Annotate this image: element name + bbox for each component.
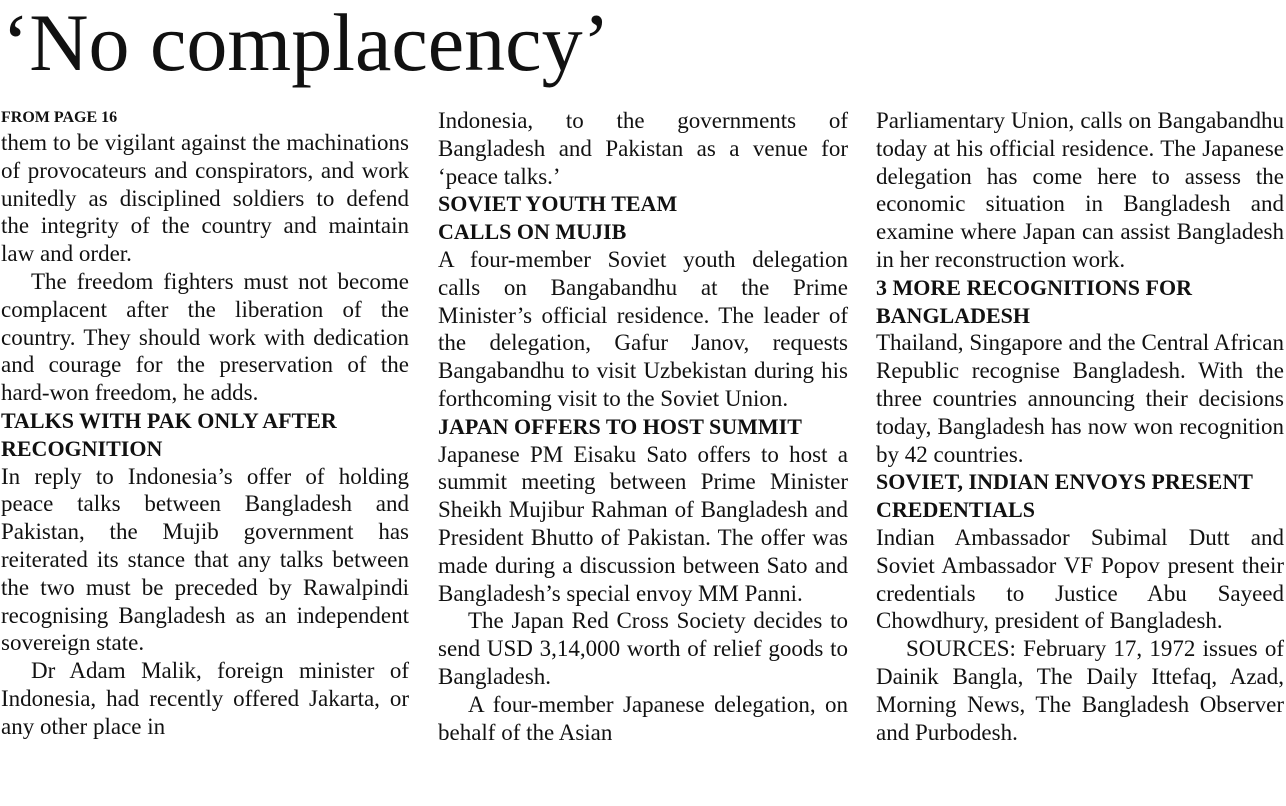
subheading: SOVIET, INDIAN ENVOYS PRESENT CREDENTIALS: [876, 469, 1253, 523]
paragraph: Indian Ambassador Subimal Dutt and Soviet Ambassador VF Popov present their credentials to Justice Abu Sayeed Chowdhury, president of Bangladesh.: [876, 524, 1284, 634]
article-column-1: [1, 106, 409, 741]
paragraph: Dr Adam Malik, foreign minister of Indonesia, had recently offered Jakarta, or any other place in: [1, 658, 409, 739]
paragraph: Parliamentary Union, calls on Bangabandhu today at his official residence. The Japanese delegation has come here to assess the economic situation in Bangladesh and examine where Japan can assist Bangladesh in her reconstruction work.: [876, 108, 1284, 272]
subheading-line: CALLS ON MUJIB: [438, 219, 627, 245]
paragraph: In reply to Indonesia’s offer of holding peace talks between Bangladesh and Pakistan, the Mujib government has reiterated its stance that any talks between the two must be preceded by Rawalpindi recognising Bangladesh as an independent sovereign state.: [1, 463, 409, 656]
subheading: JAPAN OFFERS TO HOST SUMMIT: [438, 413, 802, 439]
paragraph: A four-member Soviet youth delegation calls on Bangabandhu at the Prime Minister’s official residence. The leader of the delegation, Gafur Janov, requests Bangabandhu to visit Uzbekistan during his forthcoming visit to the Soviet Union.: [438, 246, 848, 411]
continued-from-label: FROM PAGE 16: [1, 109, 118, 126]
paragraph: Indonesia, to the governments of Bangladesh and Pakistan as a venue for ‘peace talks.’: [438, 108, 848, 189]
paragraph: Japanese PM Eisaku Sato offers to host a summit meeting between Prime Minister Sheikh Mujibur Rahman of Bangladesh and President Bhutto of Pakistan. The offer was made during a discussion between Sato and Bangladesh’s special envoy MM Panni.: [438, 441, 848, 606]
subheading: [438, 190, 848, 246]
paragraph: them to be vigilant against the machinations of provocateurs and conspirators, and work unitedly as disciplined soldiers to defend the integrity of the country and maintain law and order.: [1, 130, 409, 267]
paragraph: Thailand, Singapore and the Central African Republic recognise Bangladesh. With the three countries announcing their decisions today, Bangladesh has now won recognition by 42 countries.: [876, 330, 1284, 467]
article-column-2: [438, 106, 848, 746]
subheading: 3 MORE RECOGNITIONS FOR BANGLADESH: [876, 274, 1192, 328]
subheading-line: SOVIET YOUTH TEAM: [438, 191, 678, 217]
article-headline: ‘No complacency’: [2, 0, 610, 88]
paragraph: A four-member Japanese delegation, on behalf of the Asian: [438, 691, 848, 745]
paragraph: The Japan Red Cross Society decides to send USD 3,14,000 worth of relief goods to Bangladesh.: [438, 608, 848, 689]
sources-paragraph: SOURCES: February 17, 1972 issues of Dainik Bangla, The Daily Ittefaq, Azad, Morning News, The Bangladesh Observer and Purbodesh.: [876, 636, 1284, 745]
paragraph: The freedom fighters must not become complacent after the liberation of the country. They should work with dedication and courage for the preservation of the hard-won freedom, he adds.: [1, 268, 409, 406]
article-column-3: [876, 106, 1284, 746]
subheading: TALKS WITH PAK ONLY AFTER RECOGNITION: [1, 407, 337, 461]
